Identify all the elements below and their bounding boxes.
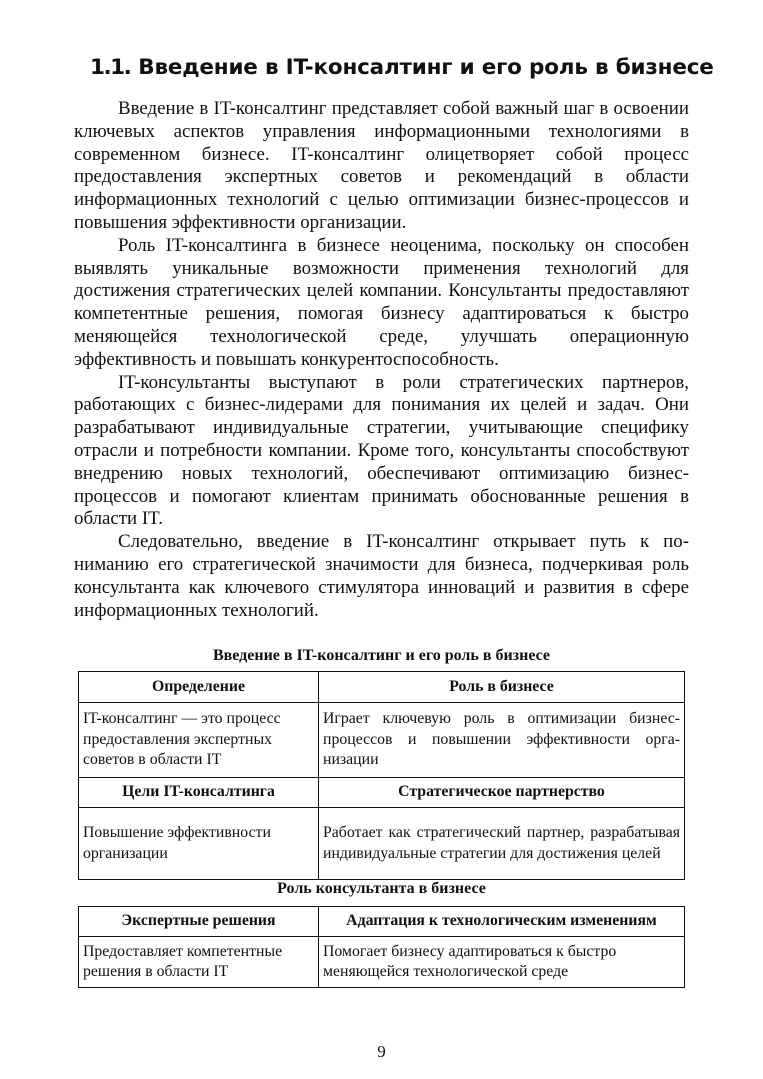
table-header-cell: Роль в бизнесе [319,672,685,703]
paragraph: Введение в IT-консалтинг представляет собой важный шаг в освоении ключевых аспектов управления информационными технологиями в современном бизнесе. IT-консалтинг олицетворяет собой процесс предоставления экспертных советов и рекомендаций в области информационных технологий с целью оптимизации бизнес-процессов и повышения эффективности организации. [74,98,689,233]
table-header-cell: Экспертные решения [79,907,319,937]
paragraph: IT-консультанты выступают в роли стратегических партнеров, работающих с бизнес-лидерами для понимания их целей и задач. Они разрабатывают индивидуальные стратегии, учитывающие специфику отрасли и потребности компании. Кроме того, консультанты способствуют внедрению новых технологий, обеспечивают оптимизацию бизнес-процессов и помогают клиентам принимать обоснованные решения в области IT. [74,371,689,530]
table-header-row [79,778,685,808]
page-number: 9 [377,1042,386,1061]
table-caption: Роль консультанта в бизнесе [277,880,486,897]
paragraph: Роль IT-консалтинга в бизнесе неоценима, поскольку он способен выявлять уникальные возможности применения технологий для достижения стратегических целей компании. Консультанты предоставляют компетентные решения, помогая бизнесу адаптироваться к быстро меняющейся технологической среде, улучшать операционную эффективность и повышать конкурентоспособность. [74,234,689,370]
consultant-role-table [78,906,685,988]
section-number: 1.1. [90,55,131,80]
section-heading [90,54,714,82]
body-text [74,98,689,622]
table-row [79,703,685,778]
table-header-cell: Цели IT-консалтинга [79,778,319,808]
summary-table [78,671,685,880]
table-cell: Играет ключевую роль в оптимизации бизнес-процессов и повышении эффективности организации [319,703,685,778]
table-cell: IT-консалтинг — это процесс предоставления экспертных советов в области IT [79,703,319,778]
table-caption: Введение в IT-консалтинг и его роль в бизнесе [212,647,551,664]
section-title: Введение в IT-консалтинг и его роль в бизнесе [138,55,714,80]
table-cell: Повышение эффективности организации [79,808,319,880]
table-header-cell: Стратегическое партнерство [319,778,685,808]
table-header-row [79,907,685,937]
table-cell: Предоставляет компетентные решения в области IT [79,937,319,988]
table-cell: Работает как стратегический партнер, разрабатывая индивидуальные стратегии для достижения целей [319,808,685,880]
paragraph: Следовательно, введение в IT-консалтинг открывает путь к пониманию его стратегической значимости для бизнеса, подчеркивая роль консультанта как ключевого стимулятора инноваций и развития в сфере информационных технологий. [74,531,689,621]
table-header-cell: Адаптация к технологическим изменениям [319,907,685,937]
table-row [79,937,685,988]
table-header-cell: Определение [79,672,319,703]
table-cell: Помогает бизнесу адаптироваться к быстро меняющейся технологической среде [319,937,685,988]
table-header-row [79,672,685,703]
table-row [79,808,685,880]
